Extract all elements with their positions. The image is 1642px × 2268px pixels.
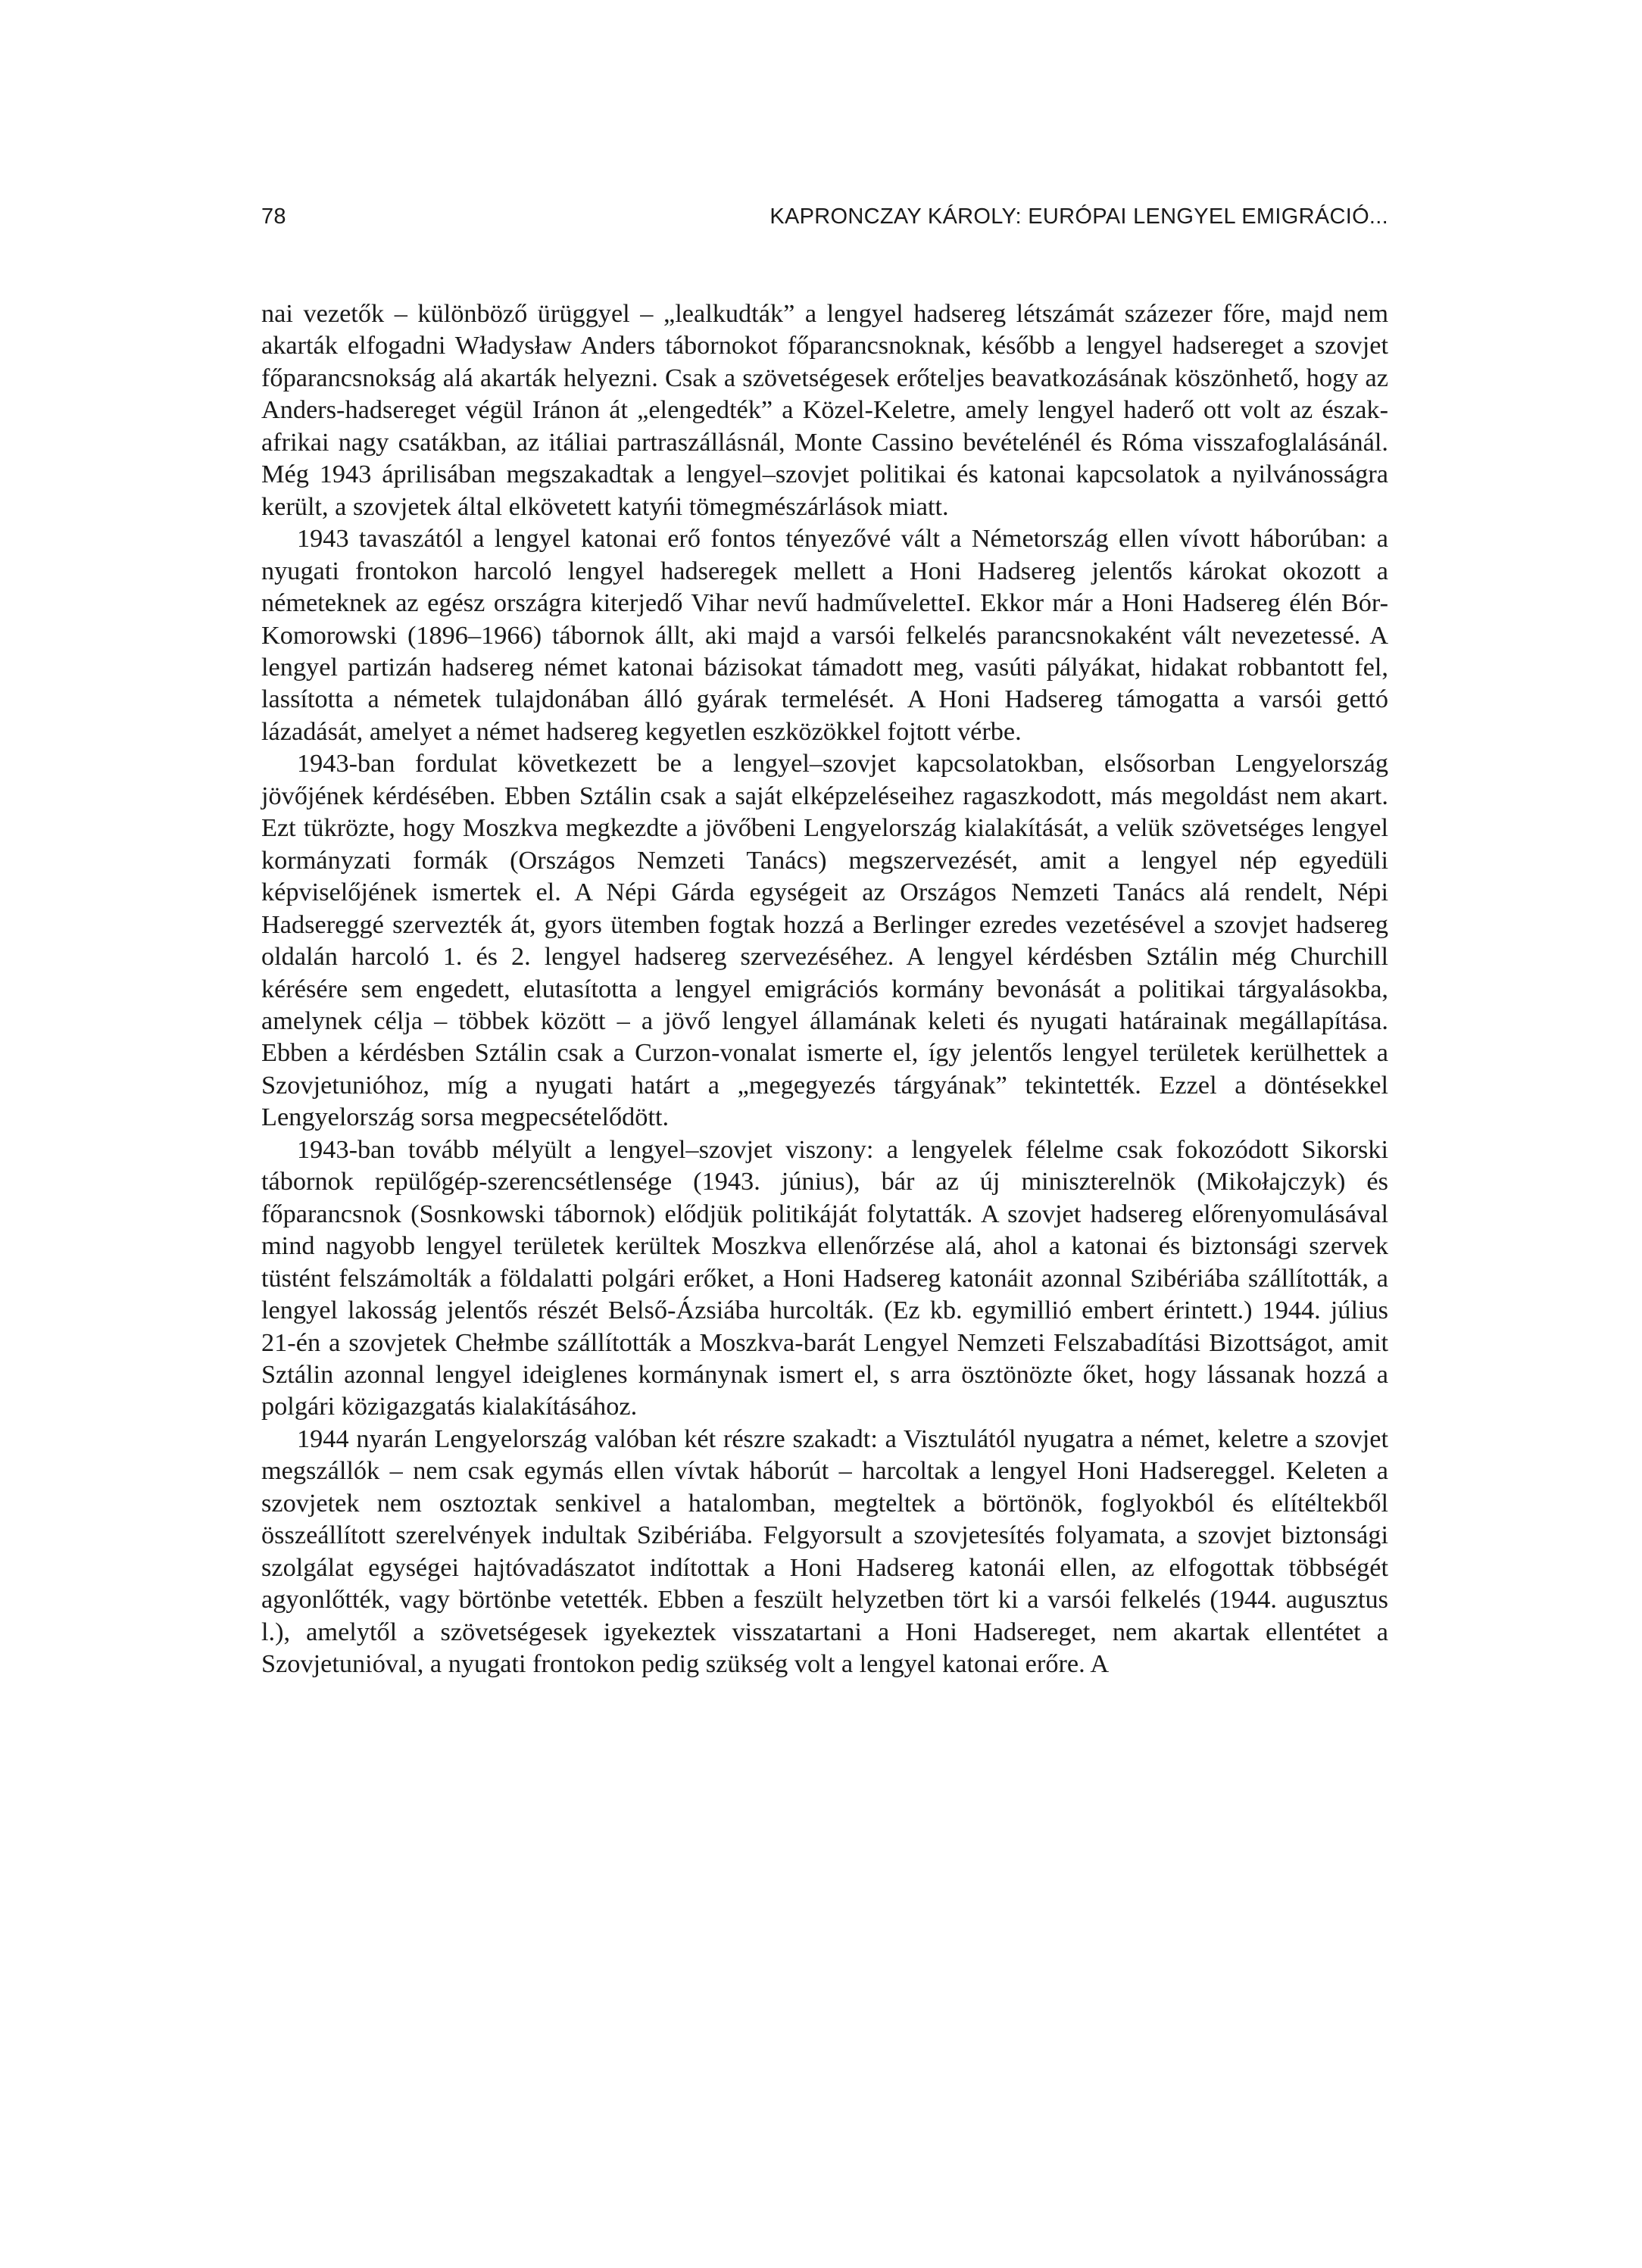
page-header	[261, 204, 1388, 235]
paragraph-continued: nai vezetők – különböző ürüggyel – „lealkudták” a lengyel hadsereg létszámát százezer főre, majd nem akarták elfogadni Władysław Anders tábornokot főparancsnoknak, később a lengyel hadsereget a szovjet főparancsnokság alá akarták helyezni. Csak a szövetségesek erőteljes beavatkozásának köszönhető, hogy az Anders-hadsereget végül Iránon át „elengedték” a Közel-Keletre, amely lengyel haderő ott volt az észak-afrikai nagy csatákban, az itáliai partraszállásnál, Monte Cassino bevételénél és Róma visszafoglalásánál. Még 1943 áprilisában megszakadtak a lengyel–szovjet politikai és katonai kapcsolatok a nyilvánosságra került, a szovjetek által elkövetett katyńi tömegmészárlások miatt.	[261, 299, 1388, 521]
paragraph: 1943-ban tovább mélyült a lengyel–szovjet viszony: a lengyelek félelme csak fokozódott Sikorski tábornok repülőgép-szerencsétlensége (1943. június), bár az új miniszterelnök (Mikołajczyk) és főparancsnok (Sosnkowski tábornok) elődjük politikáját folytatták. A szovjet hadsereg előrenyomulásával mind nagyobb lengyel területek kerültek Moszkva ellenőrzése alá, ahol a katonai és biztonsági szervek tüstént felszámolták a földalatti polgári erőket, a Honi Hadsereg katonáit azonnal Szibériába szállították, a lengyel lakosság jelentős részét Belső-Ázsiába hurcolták. (Ez kb. egymillió embert érintett.) 1944. július 21-én a szovjetek Chełmbe szállították a Moszkva-barát Lengyel Nemzeti Felszabadítási Bizottságot, amit Sztálin azonnal lengyel ideiglenes kormánynak ismert el, s arra ösztönözte őket, hogy lássanak hozzá a polgári közigazgatás kialakításához.	[261, 1134, 1388, 1421]
paragraph: 1944 nyarán Lengyelország valóban két részre szakadt: a Visztulától nyugatra a német, keletre a szovjet megszállók – nem csak egymás ellen vívtak háborút – harcoltak a lengyel Honi Hadsereggel. Keleten a szovjetek nem osztoztak senkivel a hatalomban, megteltek a börtönök, foglyokból és elítéltekből összeállított szerelvények indultak Szibériába. Felgyorsult a szovjetesítés folyamata, a szovjet biztonsági szolgálat egységei hajtóvadászatot indítottak a Honi Hadsereg katonái ellen, az elfogottak többségét agyonlőtték, vagy börtönbe vetették. Ebben a feszült helyzetben tört ki a varsói felkelés (1944. augusztus l.), amelytől a szövetségesek igyekeztek visszatartani a Honi Hadsereget, nem akartak ellentétet a Szovjetunióval, a nyugati frontokon pedig szükség volt a lengyel katonai erőre. A	[261, 1424, 1388, 1679]
paragraph: 1943 tavaszától a lengyel katonai erő fontos tényezővé vált a Németország ellen vívott háborúban: a nyugati frontokon harcoló lengyel hadseregek mellett a Honi Hadsereg jelentős károkat okozott a németeknek az egész országra kiterjedő Vihar nevű hadműveletteI. Ekkor már a Honi Hadsereg élén Bór-Komorowski (1896–1966) tábornok állt, aki majd a varsói felkelés parancsnokaként vált nevezetessé. A lengyel partizán hadsereg német katonai bázisokat támadott meg, vasúti pályákat, hidakat robbantott fel, lassította a németek tulajdonában álló gyárak termelését. A Honi Hadsereg támogatta a varsói gettó lázadását, amelyet a német hadsereg kegyetlen eszközökkel fojtott vérbe.	[261, 524, 1388, 746]
page-number: 78	[261, 204, 286, 229]
body-text	[261, 298, 1388, 1680]
running-head: KAPRONCZAY KÁROLY: EURÓPAI LENGYEL EMIGRÁCIÓ...	[769, 204, 1388, 229]
paragraph: 1943-ban fordulat következett be a lengyel–szovjet kapcsolatokban, elsősorban Lengyelország jövőjének kérdésében. Ebben Sztálin csak a saját elképzeléseihez ragaszkodott, más megoldást nem akart. Ezt tükrözte, hogy Moszkva megkezdte a jövőbeni Lengyelország kialakítását, a velük szövetséges lengyel kormányzati formák (Országos Nemzeti Tanács) megszervezését, amit a lengyel nép egyedüli képviselőjének ismertek el. A Népi Gárda egységeit az Országos Nemzeti Tanács alá rendelt, Népi Hadsereggé szervezték át, gyors ütemben fogtak hozzá a Berlinger ezredes vezetésével a szovjet hadsereg oldalán harcoló 1. és 2. lengyel hadsereg szervezéséhez. A lengyel kérdésben Sztálin még Churchill kérésére sem engedett, elutasította a lengyel emigrációs kormány bevonását a politikai tárgyalásokba, amelynek célja – többek között – a jövő lengyel államának keleti és nyugati határainak megállapítása. Ebben a kérdésben Sztálin csak a Curzon-vonalat ismerte el, így jelentős lengyel területek kerülhettek a Szovjetunióhoz, míg a nyugati határt a „megegyezés tárgyának” tekintették. Ezzel a döntésekkel Lengyelország sorsa megpecsételődött.	[261, 749, 1388, 1132]
